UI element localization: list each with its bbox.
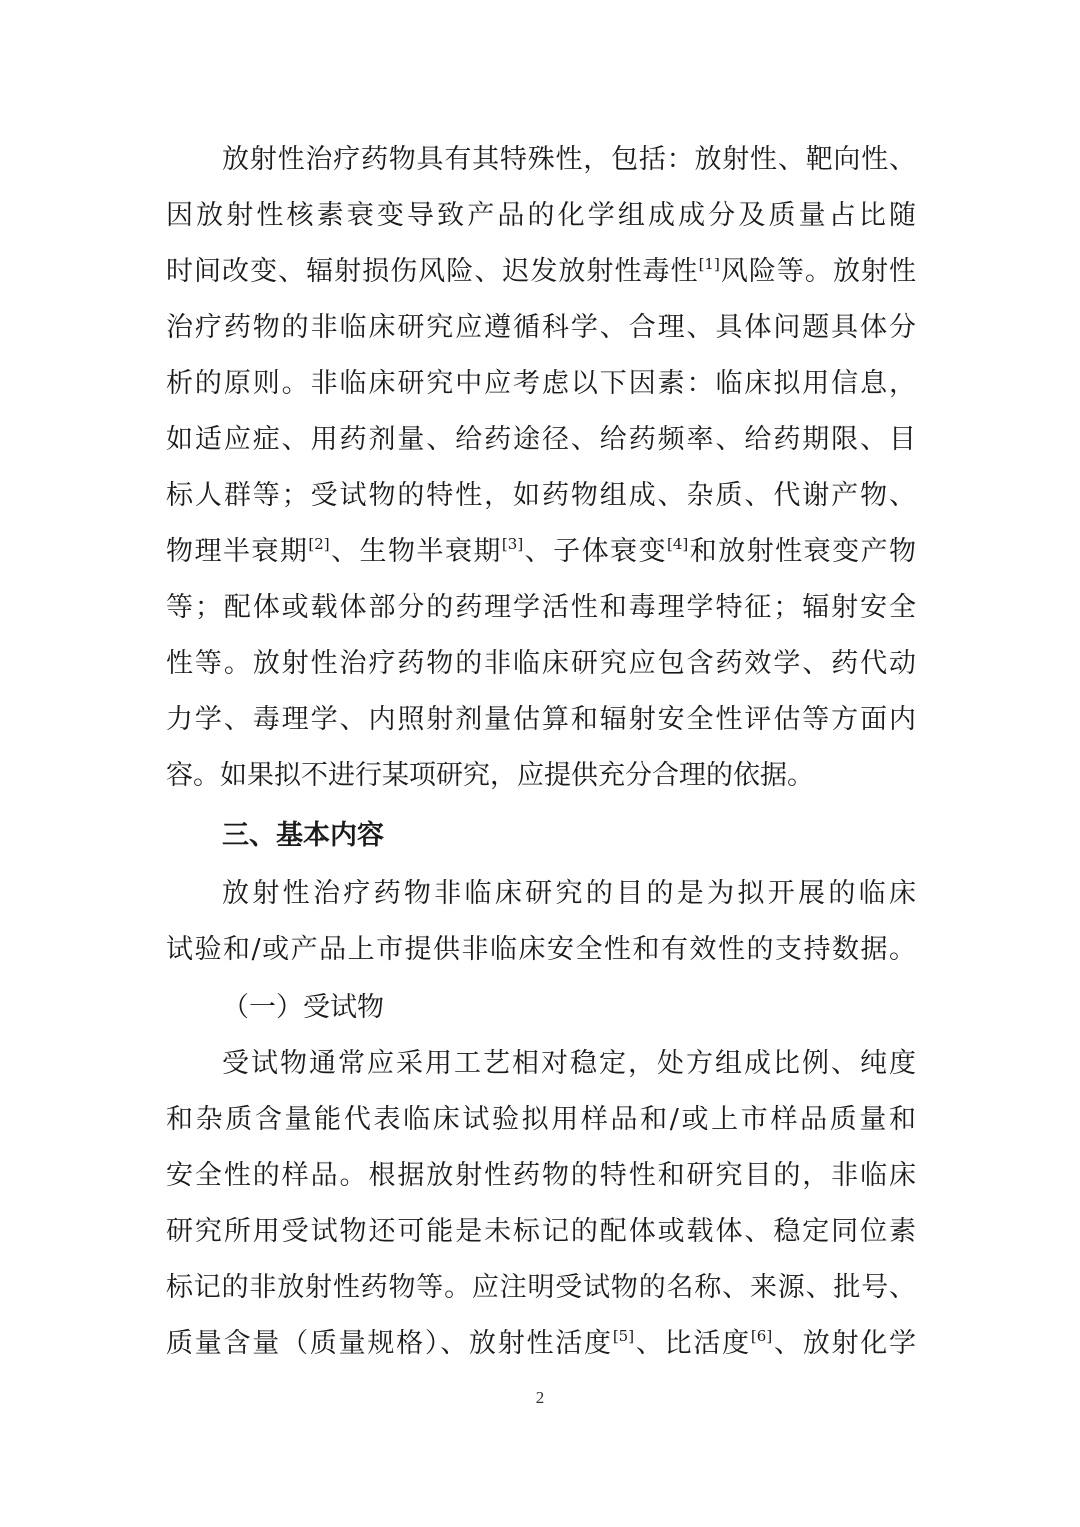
footnote-ref-4: [4] <box>667 535 689 553</box>
paragraph-1-line-3 <box>166 254 916 290</box>
paragraph-1-line-9: 等；配体或载体部分的药理学活性和毒理学特征；辐射安全 <box>166 592 916 623</box>
paragraph-1-line-6: 如适应症、用药剂量、给药途径、给药频率、给药期限、目 <box>166 424 916 455</box>
page-number: 2 <box>535 1388 545 1407</box>
footnote-ref-5: [5] <box>612 1327 635 1345</box>
paragraph-3-line-4: 研究所用受试物还可能是未标记的配体或载体、稳定同位素 <box>166 1216 916 1247</box>
paragraph-1-line-4: 治疗药物的非临床研究应遵循科学、合理、具体问题具体分 <box>166 312 916 343</box>
text-segment: 、比活度 <box>634 1328 751 1359</box>
text-segment: 物理半衰期 <box>166 536 309 567</box>
paragraph-1-line-10: 性等。放射性治疗药物的非临床研究应包含药效学、药代动 <box>166 648 916 679</box>
footnote-ref-3: [3] <box>501 535 524 553</box>
section-heading-3: 三、基本内容 <box>222 820 384 851</box>
text-segment: 、放射化学 <box>772 1328 917 1359</box>
text-segment: 和放射性衰变产物 <box>688 536 917 567</box>
paragraph-1-line-2: 因放射性核素衰变导致产品的化学组成成分及质量占比随 <box>166 200 916 231</box>
text-segment: 、子体衰变 <box>523 536 667 567</box>
footnote-ref-6: [6] <box>750 1327 773 1345</box>
paragraph-3-line-3: 安全性的样品。根据放射性药物的特性和研究目的，非临床 <box>166 1160 916 1191</box>
subheading-1: （一）受试物 <box>222 992 384 1023</box>
paragraph-1-line-8 <box>166 534 916 570</box>
text-segment: 、生物半衰期 <box>329 536 502 567</box>
paragraph-1-line-7: 标人群等；受试物的特性，如药物组成、杂质、代谢产物、 <box>166 480 916 511</box>
paragraph-3-line-5: 标记的非放射性药物等。应注明受试物的名称、来源、批号、 <box>166 1272 916 1303</box>
text-segment: 风险等。放射性 <box>719 256 917 287</box>
paragraph-1-line-11: 力学、毒理学、内照射剂量估算和辐射安全性评估等方面内 <box>166 704 916 735</box>
text-segment: 质量含量（质量规格）、放射性活度 <box>166 1328 613 1359</box>
paragraph-1-line-5: 析的原则。非临床研究中应考虑以下因素：临床拟用信息， <box>166 368 916 399</box>
paragraph-3-line-6 <box>166 1326 916 1362</box>
footnote-ref-1: [1] <box>698 255 720 273</box>
paragraph-2-line-1: 放射性治疗药物非临床研究的目的是为拟开展的临床 <box>222 878 916 909</box>
paragraph-1-line-12: 容。如果拟不进行某项研究，应提供充分合理的依据。 <box>166 760 814 791</box>
footnote-ref-2: [2] <box>308 535 330 553</box>
paragraph-3-line-1: 受试物通常应采用工艺相对稳定，处方组成比例、纯度 <box>222 1048 916 1079</box>
paragraph-1-line-1: 放射性治疗药物具有其特殊性，包括：放射性、靶向性、 <box>222 144 916 175</box>
paragraph-3-line-2: 和杂质含量能代表临床试验拟用样品和/或上市样品质量和 <box>166 1104 916 1135</box>
text-segment: 时间改变、辐射损伤风险、迟发放射性毒性 <box>166 256 699 287</box>
paragraph-2-line-2: 试验和/或产品上市提供非临床安全性和有效性的支持数据。 <box>166 934 916 965</box>
